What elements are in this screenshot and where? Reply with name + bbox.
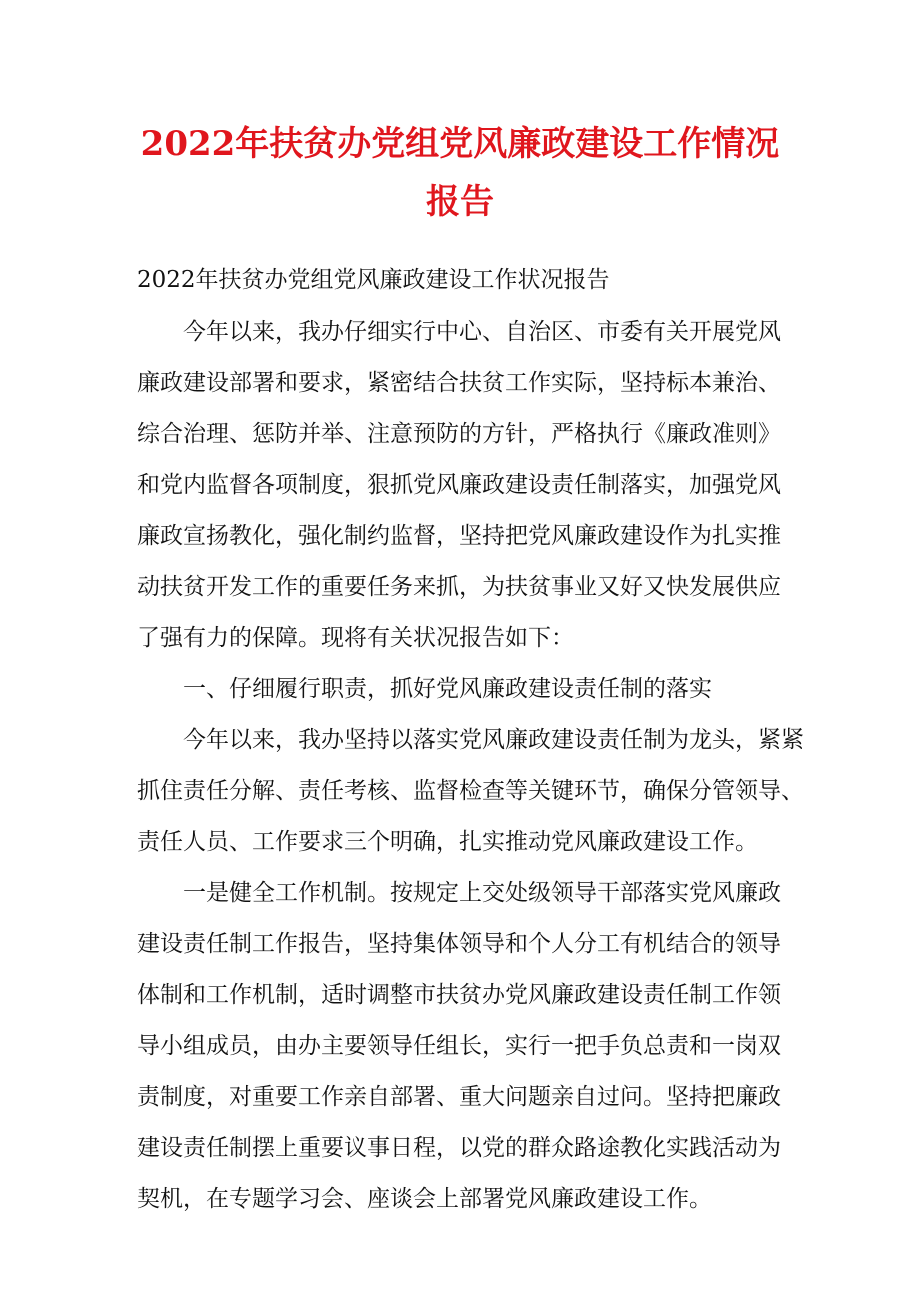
paragraph-line: 动扶贫开发工作的重要任务来抓，为扶贫事业又好又快发展供应 — [137, 574, 781, 600]
paragraph-line: 责制度，对重要工作亲自部署、重大问题亲自过问。坚持把廉政 — [137, 1084, 781, 1110]
paragraph-line: 今年以来，我办仔细实行中心、自治区、市委有关开展党风 — [183, 319, 781, 345]
document-subtitle: 2022年扶贫办党组党风廉政建设工作状况报告 — [137, 267, 610, 293]
paragraph-line: 契机，在专题学习会、座谈会上部署党风廉政建设工作。 — [137, 1186, 712, 1212]
paragraph-line: 责任人员、工作要求三个明确，扎实推动党风廉政建设工作。 — [137, 829, 758, 855]
paragraph-line: 廉政宣扬教化，强化制约监督，坚持把党风廉政建设作为扎实推 — [137, 523, 781, 549]
document-title-line-2: 报告 — [426, 182, 494, 222]
section-heading: 一、仔细履行职责，抓好党风廉政建设责任制的落实 — [183, 676, 712, 702]
paragraph-line: 一是健全工作机制。按规定上交处级领导干部落实党风廉政 — [183, 880, 781, 906]
paragraph-line: 导小组成员，由办主要领导任组长，实行一把手负总责和一岗双 — [137, 1033, 781, 1059]
paragraph-line: 廉政建设部署和要求，紧密结合扶贫工作实际，坚持标本兼治、 — [137, 370, 781, 396]
paragraph-line: 建设责任制摆上重要议事日程，以党的群众路途教化实践活动为 — [137, 1135, 781, 1161]
paragraph-line: 抓住责任分解、责任考核、监督检查等关键环节，确保分管领导、 — [137, 778, 804, 804]
paragraph-line: 今年以来，我办坚持以落实党风廉政建设责任制为龙头，紧紧 — [183, 727, 804, 753]
paragraph-line: 建设责任制工作报告，坚持集体领导和个人分工有机结合的领导 — [137, 931, 781, 957]
paragraph-line: 和党内监督各项制度，狠抓党风廉政建设责任制落实，加强党风 — [137, 472, 781, 498]
document-title-line-1: 2022年扶贫办党组党风廉政建设工作情况 — [140, 124, 780, 164]
paragraph-line: 体制和工作机制，适时调整市扶贫办党风廉政建设责任制工作领 — [137, 982, 781, 1008]
paragraph-line: 综合治理、惩防并举、注意预防的方针，严格执行《廉政准则》 — [137, 421, 781, 447]
paragraph-line: 了强有力的保障。现将有关状况报告如下： — [137, 625, 574, 651]
